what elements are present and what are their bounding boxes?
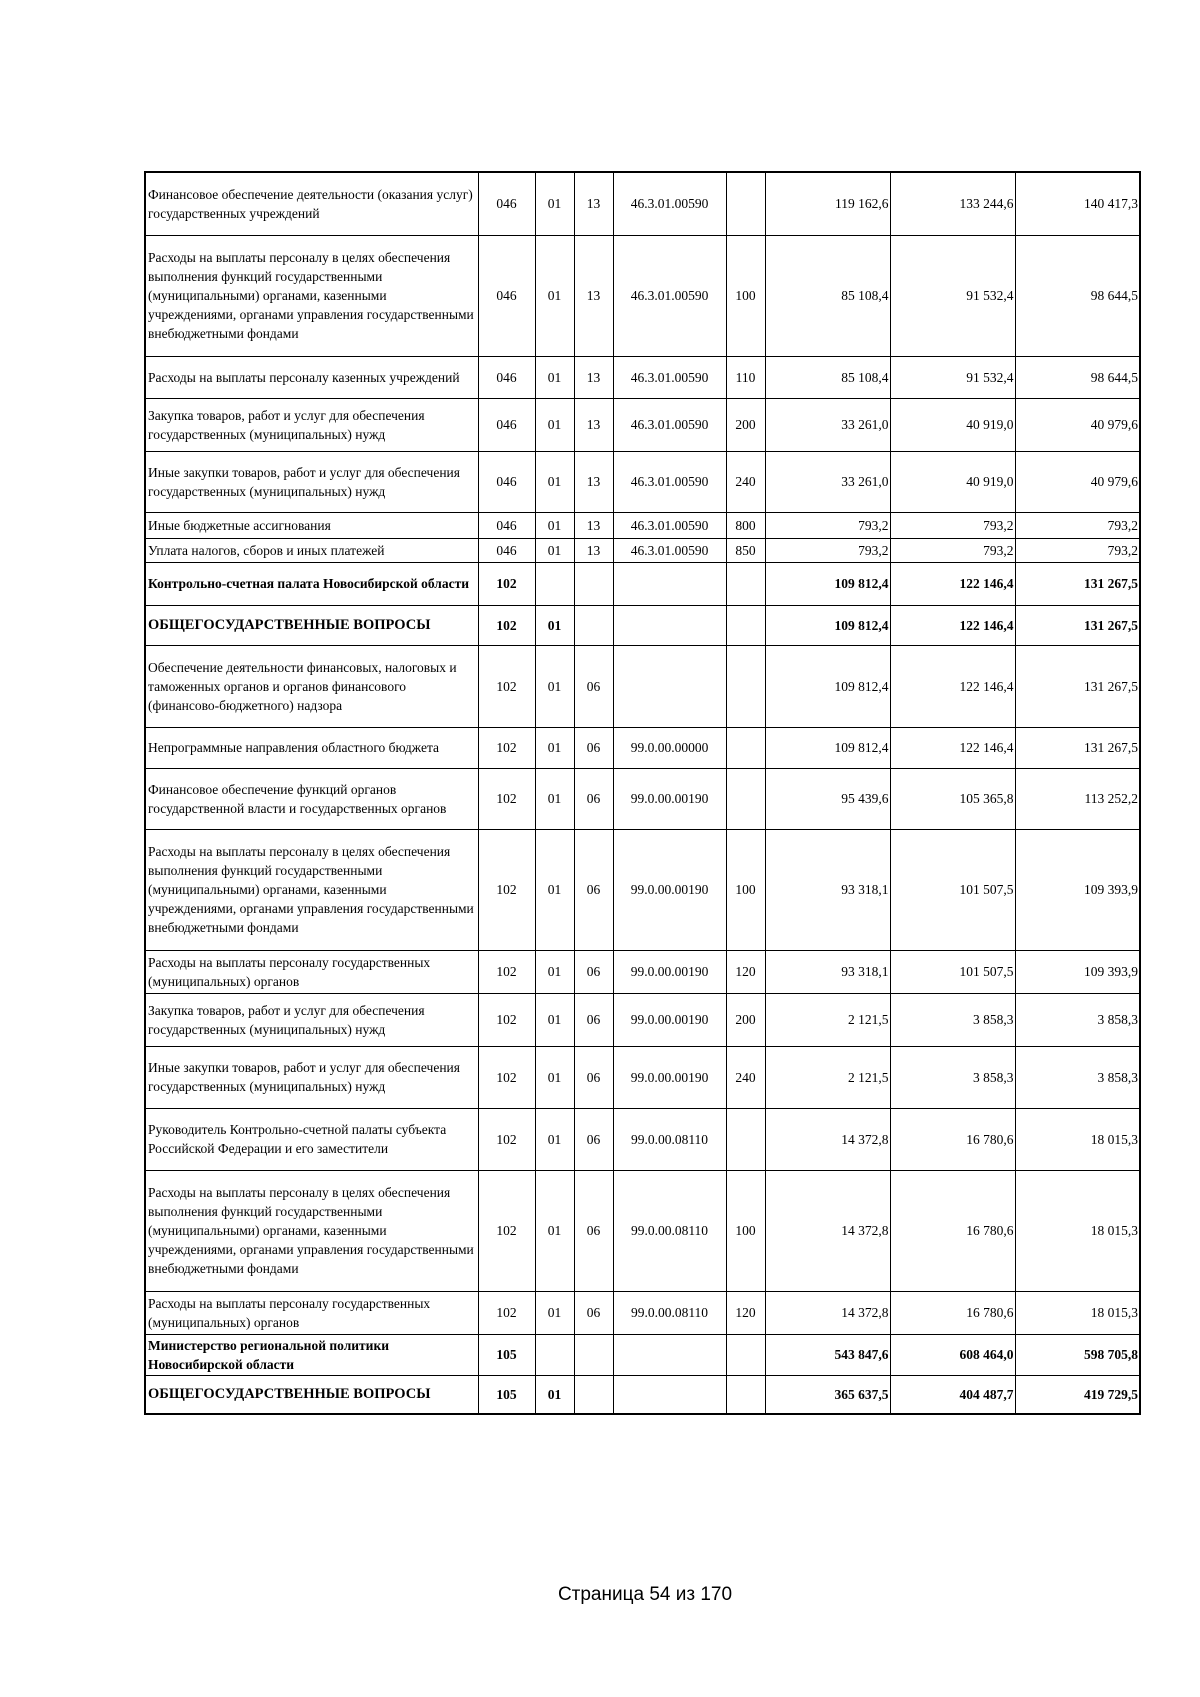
row-amount-year-2: 101 507,5 — [890, 829, 1015, 950]
table-row — [145, 235, 1140, 356]
row-subsection-code: 13 — [574, 356, 613, 398]
row-expense-type — [726, 1334, 765, 1375]
table-row — [145, 1291, 1140, 1334]
row-expense-type — [726, 727, 765, 768]
table-row — [145, 727, 1140, 768]
row-target-article — [613, 562, 726, 605]
row-expense-type: 800 — [726, 512, 765, 538]
row-expense-type: 240 — [726, 1046, 765, 1108]
row-name: ОБЩЕГОСУДАРСТВЕННЫЕ ВОПРОСЫ — [145, 605, 478, 645]
row-amount-year-1: 85 108,4 — [765, 356, 890, 398]
table-row — [145, 829, 1140, 950]
row-name: Иные закупки товаров, работ и услуг для обеспечения государственных (муниципальных) нужд — [145, 1046, 478, 1108]
row-section-code: 01 — [535, 512, 574, 538]
row-amount-year-2: 608 464,0 — [890, 1334, 1015, 1375]
row-grbs-code: 046 — [478, 235, 535, 356]
row-grbs-code: 046 — [478, 172, 535, 235]
row-amount-year-3: 140 417,3 — [1015, 172, 1140, 235]
row-amount-year-1: 14 372,8 — [765, 1291, 890, 1334]
row-target-article: 99.0.00.00190 — [613, 993, 726, 1046]
row-amount-year-1: 33 261,0 — [765, 451, 890, 512]
row-subsection-code: 06 — [574, 993, 613, 1046]
table-row — [145, 605, 1140, 645]
table-row — [145, 451, 1140, 512]
row-expense-type: 120 — [726, 950, 765, 993]
row-grbs-code: 102 — [478, 993, 535, 1046]
row-expense-type — [726, 562, 765, 605]
row-grbs-code: 105 — [478, 1375, 535, 1414]
table-row — [145, 538, 1140, 562]
row-name: Закупка товаров, работ и услуг для обеспечения государственных (муниципальных) нужд — [145, 398, 478, 451]
row-target-article: 46.3.01.00590 — [613, 235, 726, 356]
row-section-code: 01 — [535, 356, 574, 398]
row-section-code: 01 — [535, 235, 574, 356]
row-amount-year-3: 18 015,3 — [1015, 1291, 1140, 1334]
row-name: Расходы на выплаты персоналу в целях обеспечения выполнения функций государственными (муниципальными) органами, казенными учреждениями, органами управления государственными внебюджетными фондами — [145, 1170, 478, 1291]
row-amount-year-1: 93 318,1 — [765, 829, 890, 950]
row-subsection-code — [574, 1334, 613, 1375]
row-amount-year-3: 113 252,2 — [1015, 768, 1140, 829]
row-amount-year-1: 793,2 — [765, 538, 890, 562]
row-target-article: 46.3.01.00590 — [613, 512, 726, 538]
row-amount-year-3: 98 644,5 — [1015, 235, 1140, 356]
row-amount-year-2: 793,2 — [890, 512, 1015, 538]
row-subsection-code: 06 — [574, 1170, 613, 1291]
row-grbs-code: 046 — [478, 538, 535, 562]
row-section-code: 01 — [535, 727, 574, 768]
table-row — [145, 993, 1140, 1046]
row-amount-year-3: 131 267,5 — [1015, 605, 1140, 645]
row-amount-year-1: 109 812,4 — [765, 562, 890, 605]
row-expense-type — [726, 605, 765, 645]
row-name: Руководитель Контрольно-счетной палаты субъекта Российской Федерации и его заместители — [145, 1108, 478, 1170]
row-subsection-code: 06 — [574, 645, 613, 727]
row-subsection-code: 06 — [574, 1108, 613, 1170]
table-row — [145, 1046, 1140, 1108]
row-target-article: 46.3.01.00590 — [613, 451, 726, 512]
row-section-code: 01 — [535, 1170, 574, 1291]
row-amount-year-1: 95 439,6 — [765, 768, 890, 829]
row-section-code — [535, 562, 574, 605]
row-amount-year-1: 119 162,6 — [765, 172, 890, 235]
row-section-code — [535, 1334, 574, 1375]
row-amount-year-1: 365 637,5 — [765, 1375, 890, 1414]
row-name: Финансовое обеспечение деятельности (оказания услуг) государственных учреждений — [145, 172, 478, 235]
table-row — [145, 562, 1140, 605]
row-section-code: 01 — [535, 1108, 574, 1170]
row-amount-year-3: 793,2 — [1015, 512, 1140, 538]
row-grbs-code: 102 — [478, 1108, 535, 1170]
table-row — [145, 172, 1140, 235]
row-amount-year-2: 91 532,4 — [890, 235, 1015, 356]
row-subsection-code: 13 — [574, 235, 613, 356]
row-target-article: 46.3.01.00590 — [613, 356, 726, 398]
row-amount-year-3: 18 015,3 — [1015, 1170, 1140, 1291]
row-amount-year-1: 2 121,5 — [765, 993, 890, 1046]
row-subsection-code: 06 — [574, 727, 613, 768]
row-amount-year-2: 16 780,6 — [890, 1291, 1015, 1334]
row-subsection-code: 13 — [574, 512, 613, 538]
row-amount-year-3: 109 393,9 — [1015, 829, 1140, 950]
row-target-article: 99.0.00.00000 — [613, 727, 726, 768]
table-body — [145, 172, 1140, 1414]
row-subsection-code — [574, 562, 613, 605]
row-name: Уплата налогов, сборов и иных платежей — [145, 538, 478, 562]
row-amount-year-2: 3 858,3 — [890, 993, 1015, 1046]
table-row — [145, 1170, 1140, 1291]
row-expense-type: 100 — [726, 1170, 765, 1291]
row-grbs-code: 102 — [478, 605, 535, 645]
row-grbs-code: 046 — [478, 398, 535, 451]
row-grbs-code: 102 — [478, 1291, 535, 1334]
row-grbs-code: 102 — [478, 562, 535, 605]
row-amount-year-3: 40 979,6 — [1015, 398, 1140, 451]
row-expense-type: 100 — [726, 235, 765, 356]
row-target-article — [613, 1375, 726, 1414]
row-amount-year-3: 3 858,3 — [1015, 1046, 1140, 1108]
row-amount-year-1: 14 372,8 — [765, 1108, 890, 1170]
row-amount-year-3: 131 267,5 — [1015, 727, 1140, 768]
row-grbs-code: 102 — [478, 645, 535, 727]
row-expense-type — [726, 645, 765, 727]
row-amount-year-1: 2 121,5 — [765, 1046, 890, 1108]
row-name: Иные закупки товаров, работ и услуг для обеспечения государственных (муниципальных) нужд — [145, 451, 478, 512]
table-row — [145, 398, 1140, 451]
row-name: Расходы на выплаты персоналу государственных (муниципальных) органов — [145, 1291, 478, 1334]
row-section-code: 01 — [535, 398, 574, 451]
row-amount-year-2: 122 146,4 — [890, 645, 1015, 727]
row-name: ОБЩЕГОСУДАРСТВЕННЫЕ ВОПРОСЫ — [145, 1375, 478, 1414]
row-expense-type: 200 — [726, 398, 765, 451]
row-amount-year-3: 98 644,5 — [1015, 356, 1140, 398]
row-amount-year-3: 419 729,5 — [1015, 1375, 1140, 1414]
row-subsection-code: 06 — [574, 829, 613, 950]
row-amount-year-1: 85 108,4 — [765, 235, 890, 356]
row-grbs-code: 046 — [478, 512, 535, 538]
row-target-article: 99.0.00.00190 — [613, 950, 726, 993]
row-subsection-code: 13 — [574, 398, 613, 451]
row-section-code: 01 — [535, 538, 574, 562]
row-expense-type — [726, 768, 765, 829]
row-amount-year-3: 109 393,9 — [1015, 950, 1140, 993]
row-section-code: 01 — [535, 1375, 574, 1414]
row-grbs-code: 102 — [478, 1170, 535, 1291]
row-amount-year-3: 598 705,8 — [1015, 1334, 1140, 1375]
row-grbs-code: 046 — [478, 356, 535, 398]
row-name: Министерство региональной политики Новосибирской области — [145, 1334, 478, 1375]
row-expense-type: 110 — [726, 356, 765, 398]
row-target-article — [613, 645, 726, 727]
table-row — [145, 356, 1140, 398]
row-amount-year-2: 16 780,6 — [890, 1170, 1015, 1291]
row-amount-year-2: 3 858,3 — [890, 1046, 1015, 1108]
row-subsection-code: 06 — [574, 1291, 613, 1334]
table-row — [145, 1108, 1140, 1170]
table-row — [145, 1375, 1140, 1414]
row-subsection-code: 13 — [574, 172, 613, 235]
row-expense-type: 200 — [726, 993, 765, 1046]
row-name: Непрограммные направления областного бюджета — [145, 727, 478, 768]
row-section-code: 01 — [535, 829, 574, 950]
row-target-article: 46.3.01.00590 — [613, 538, 726, 562]
row-section-code: 01 — [535, 1046, 574, 1108]
row-expense-type — [726, 1108, 765, 1170]
row-amount-year-2: 91 532,4 — [890, 356, 1015, 398]
table-row — [145, 950, 1140, 993]
row-amount-year-3: 3 858,3 — [1015, 993, 1140, 1046]
row-name: Расходы на выплаты персоналу казенных учреждений — [145, 356, 478, 398]
row-name: Расходы на выплаты персоналу в целях обеспечения выполнения функций государственными (муниципальными) органами, казенными учреждениями, органами управления государственными внебюджетными фондами — [145, 235, 478, 356]
row-grbs-code: 102 — [478, 829, 535, 950]
row-target-article — [613, 605, 726, 645]
row-expense-type: 240 — [726, 451, 765, 512]
table-row — [145, 1334, 1140, 1375]
row-target-article: 99.0.00.08110 — [613, 1291, 726, 1334]
row-amount-year-3: 131 267,5 — [1015, 645, 1140, 727]
row-amount-year-3: 793,2 — [1015, 538, 1140, 562]
row-name: Иные бюджетные ассигнования — [145, 512, 478, 538]
row-amount-year-3: 18 015,3 — [1015, 1108, 1140, 1170]
row-grbs-code: 105 — [478, 1334, 535, 1375]
row-amount-year-1: 543 847,6 — [765, 1334, 890, 1375]
row-amount-year-2: 101 507,5 — [890, 950, 1015, 993]
row-amount-year-2: 122 146,4 — [890, 605, 1015, 645]
row-grbs-code: 102 — [478, 768, 535, 829]
row-subsection-code: 06 — [574, 768, 613, 829]
row-target-article — [613, 1334, 726, 1375]
row-target-article: 99.0.00.08110 — [613, 1108, 726, 1170]
row-subsection-code: 06 — [574, 950, 613, 993]
row-amount-year-2: 122 146,4 — [890, 727, 1015, 768]
row-amount-year-1: 33 261,0 — [765, 398, 890, 451]
row-amount-year-2: 122 146,4 — [890, 562, 1015, 605]
row-amount-year-1: 109 812,4 — [765, 645, 890, 727]
row-amount-year-2: 793,2 — [890, 538, 1015, 562]
row-grbs-code: 046 — [478, 451, 535, 512]
row-section-code: 01 — [535, 172, 574, 235]
row-amount-year-3: 131 267,5 — [1015, 562, 1140, 605]
row-expense-type — [726, 172, 765, 235]
row-section-code: 01 — [535, 605, 574, 645]
row-subsection-code — [574, 1375, 613, 1414]
row-subsection-code: 13 — [574, 538, 613, 562]
row-expense-type — [726, 1375, 765, 1414]
row-grbs-code: 102 — [478, 1046, 535, 1108]
row-amount-year-2: 133 244,6 — [890, 172, 1015, 235]
row-grbs-code: 102 — [478, 950, 535, 993]
row-target-article: 99.0.00.08110 — [613, 1170, 726, 1291]
row-amount-year-1: 93 318,1 — [765, 950, 890, 993]
row-amount-year-1: 14 372,8 — [765, 1170, 890, 1291]
row-name: Расходы на выплаты персоналу в целях обеспечения выполнения функций государственными (муниципальными) органами, казенными учреждениями, органами управления государственными внебюджетными фондами — [145, 829, 478, 950]
row-amount-year-3: 40 979,6 — [1015, 451, 1140, 512]
row-name: Контрольно-счетная палата Новосибирской области — [145, 562, 478, 605]
row-name: Финансовое обеспечение функций органов государственной власти и государственных органов — [145, 768, 478, 829]
row-target-article: 99.0.00.00190 — [613, 768, 726, 829]
row-expense-type: 100 — [726, 829, 765, 950]
row-amount-year-2: 404 487,7 — [890, 1375, 1015, 1414]
row-grbs-code: 102 — [478, 727, 535, 768]
row-amount-year-2: 40 919,0 — [890, 398, 1015, 451]
table-row — [145, 512, 1140, 538]
row-section-code: 01 — [535, 993, 574, 1046]
budget-table — [144, 171, 1141, 1415]
row-amount-year-2: 16 780,6 — [890, 1108, 1015, 1170]
row-expense-type: 120 — [726, 1291, 765, 1334]
row-name: Закупка товаров, работ и услуг для обеспечения государственных (муниципальных) нужд — [145, 993, 478, 1046]
row-section-code: 01 — [535, 645, 574, 727]
row-subsection-code: 06 — [574, 1046, 613, 1108]
row-section-code: 01 — [535, 950, 574, 993]
row-subsection-code: 13 — [574, 451, 613, 512]
row-target-article: 99.0.00.00190 — [613, 1046, 726, 1108]
row-section-code: 01 — [535, 1291, 574, 1334]
row-subsection-code — [574, 605, 613, 645]
table-row — [145, 645, 1140, 727]
row-amount-year-1: 109 812,4 — [765, 727, 890, 768]
table-row — [145, 768, 1140, 829]
page-number: Страница 54 из 170 — [557, 1584, 733, 1605]
row-target-article: 46.3.01.00590 — [613, 172, 726, 235]
row-name: Обеспечение деятельности финансовых, налоговых и таможенных органов и органов финансового (финансово-бюджетного) надзора — [145, 645, 478, 727]
row-target-article: 46.3.01.00590 — [613, 398, 726, 451]
row-amount-year-1: 793,2 — [765, 512, 890, 538]
row-section-code: 01 — [535, 451, 574, 512]
row-name: Расходы на выплаты персоналу государственных (муниципальных) органов — [145, 950, 478, 993]
row-section-code: 01 — [535, 768, 574, 829]
row-amount-year-1: 109 812,4 — [765, 605, 890, 645]
row-amount-year-2: 105 365,8 — [890, 768, 1015, 829]
row-expense-type: 850 — [726, 538, 765, 562]
row-amount-year-2: 40 919,0 — [890, 451, 1015, 512]
row-target-article: 99.0.00.00190 — [613, 829, 726, 950]
